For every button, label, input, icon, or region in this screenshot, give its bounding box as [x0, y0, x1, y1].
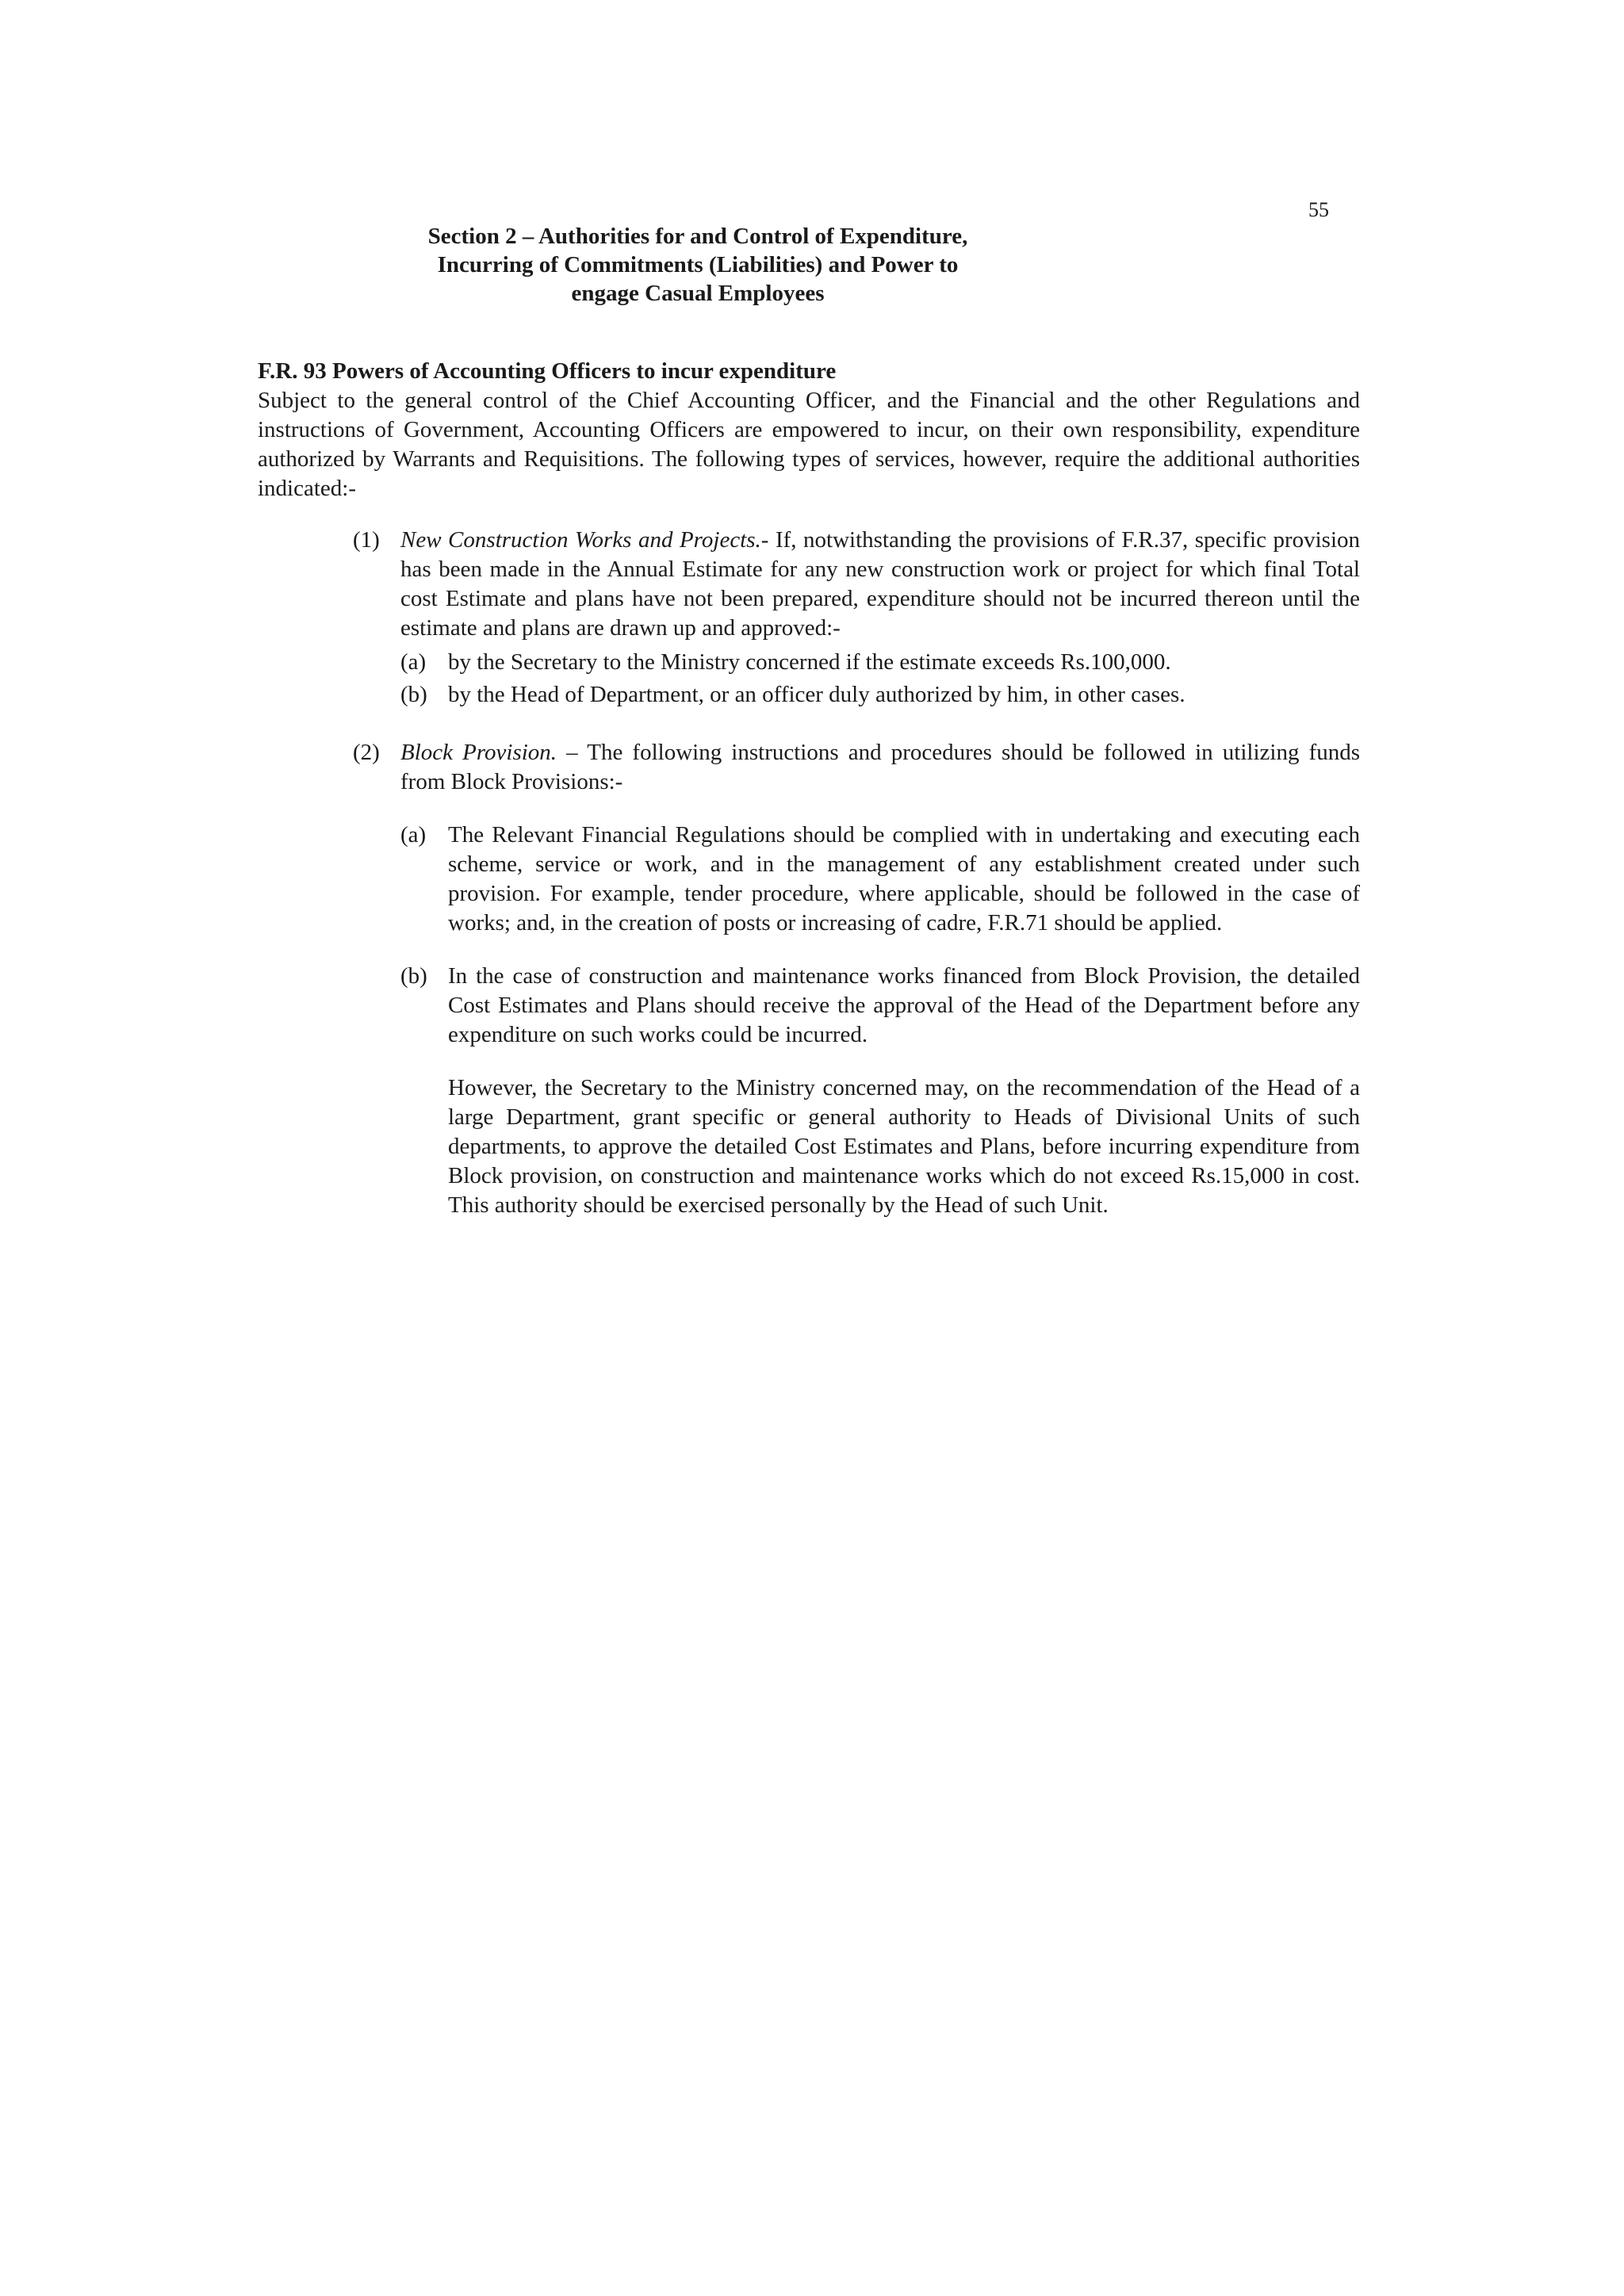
- page-number: 55: [1308, 198, 1329, 221]
- clause-number: (1): [353, 527, 380, 553]
- clause-block-provision: [353, 738, 1360, 1220]
- clause-text: – The following instructions and procedures should be followed in utilizing funds from Block Provisions:-: [400, 740, 1360, 794]
- item-label: (a): [400, 822, 427, 848]
- list-item: [400, 648, 1360, 677]
- section-heading-line: Section 2 – Authorities for and Control of Expenditure,: [427, 224, 968, 249]
- list-item: [400, 962, 1360, 1050]
- section-heading-line: Incurring of Commitments (Liabilities) and Power to: [437, 252, 959, 277]
- rule-intro: Subject to the general control of the Chief Accounting Officer, and the Financial and the other Regulations and instructions of Government, Accounting Officers are empowered to incur, on their own responsibility, expenditure authorized by Warrants and Requisitions. The following types of services, however, require the additional authorities indicated:-: [258, 388, 1360, 501]
- clause-text: If, notwithstanding the provisions of F.R.37, specific provision has been made in the Annual Estimate for any new construction work or project for which final Total cost Estimate and plans have not been prepared, expenditure should not be incurred thereon until the estimate and plans are drawn up and approved:-: [400, 527, 1361, 641]
- item-followup-paragraph: However, the Secretary to the Ministry concerned may, on the recommendation of the Head of a large Department, grant specific or general authority to Heads of Divisional Units of such departments, to approve the detailed Cost Estimates and Plans, before incurring expenditure from Block provision, on construction and maintenance works which do not exceed Rs.15,000 in cost. This authority should be exercised personally by the Head of such Unit.: [448, 1075, 1360, 1218]
- clause-title: Block Provision.: [400, 740, 557, 765]
- clause-number: (2): [353, 740, 380, 765]
- item-text: by the Secretary to the Ministry concerned if the estimate exceeds Rs.100,000.: [448, 649, 1171, 675]
- rule-title: F.R. 93 Powers of Accounting Officers to incur expenditure: [258, 358, 837, 384]
- item-label: (b): [400, 682, 427, 707]
- clause-new-construction: [353, 526, 1360, 710]
- item-text: The Relevant Financial Regulations should be complied with in undertaking and executing each scheme, service or work, and in the management of any establishment created under such provision. For example, tender procedure, where applicable, should be followed in the case of works; and, in the creation of posts or increasing of cadre, F.R.71 should be applied.: [448, 822, 1360, 936]
- sub-list: [400, 821, 1360, 1050]
- section-heading-line: engage Casual Employees: [571, 281, 825, 306]
- section-heading: [349, 222, 1047, 308]
- clause-title: New Construction Works and Projects.-: [400, 527, 769, 553]
- item-label: (a): [400, 649, 427, 675]
- list-item: [400, 680, 1360, 710]
- list-item: [400, 821, 1360, 938]
- sub-list: [400, 648, 1360, 710]
- item-label: (b): [400, 963, 427, 989]
- item-text: In the case of construction and maintenance works financed from Block Provision, the detailed Cost Estimates and Plans should receive the approval of the Head of the Department before any expenditure on such works could be incurred.: [448, 963, 1360, 1047]
- document-body: [258, 357, 1360, 1220]
- item-text: by the Head of Department, or an officer duly authorized by him, in other cases.: [448, 682, 1185, 707]
